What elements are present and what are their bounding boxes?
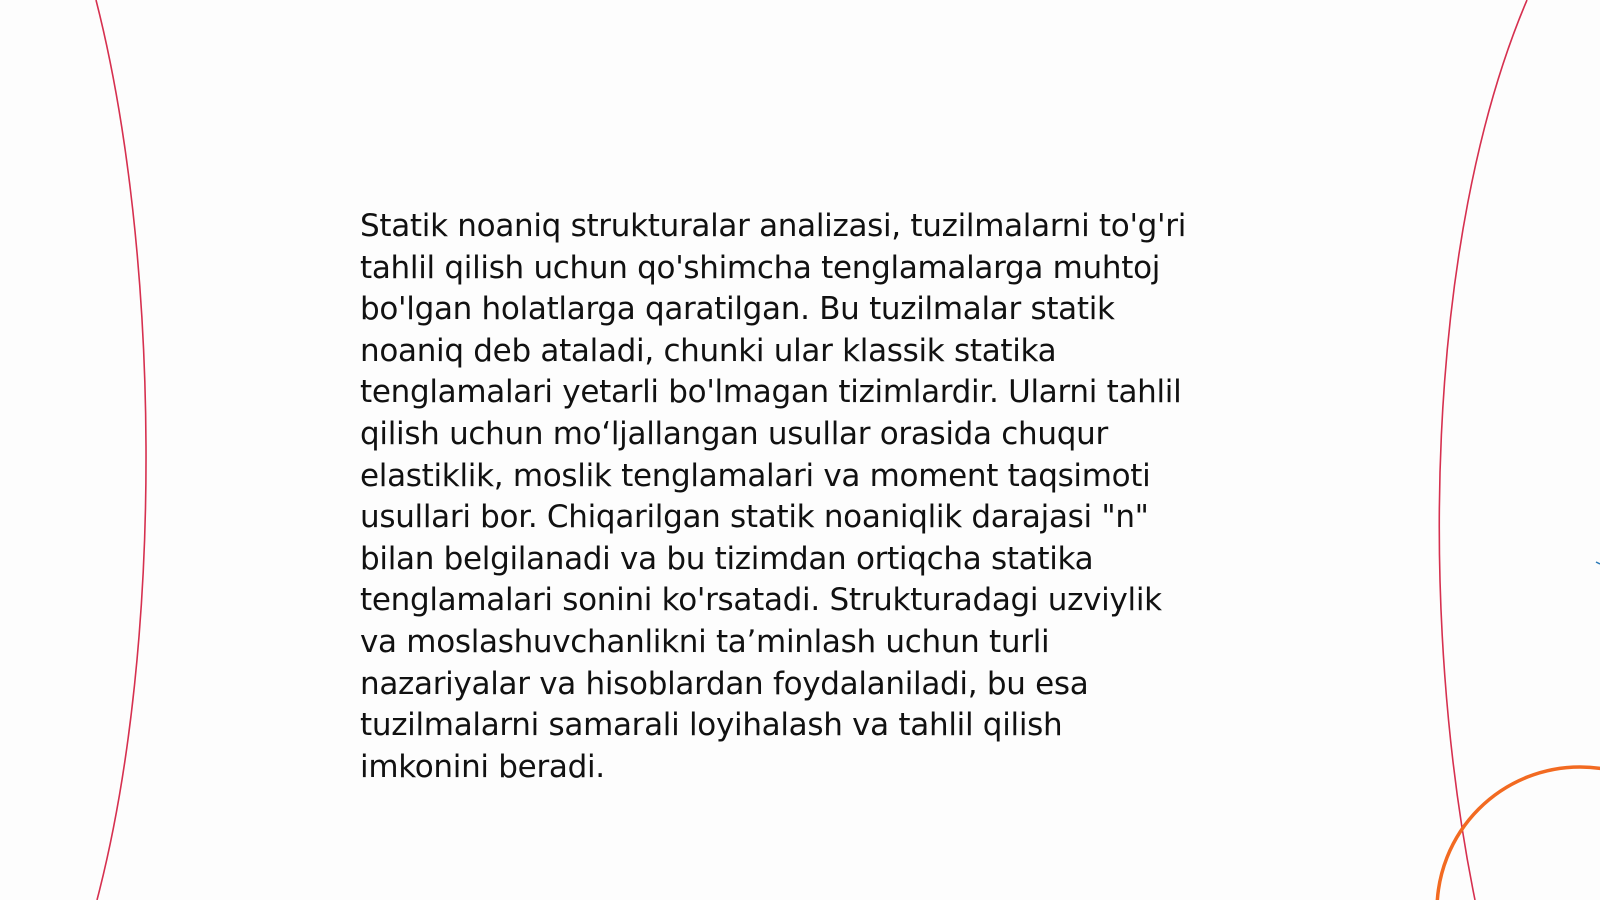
body-line: Statik noaniq strukturalar analizasi, tuzilmalarni to'g'ri: [360, 208, 1187, 244]
right-arc-line: [1439, 0, 1527, 900]
body-line: imkonini beradi.: [360, 748, 605, 785]
right-edge-tick: [1596, 562, 1600, 564]
slide-body-text: [360, 206, 1250, 788]
body-line: noaniq deb ataladi, chunki ular klassik statika: [360, 332, 1057, 369]
body-line: tenglamalari yetarli bo'lmagan tizimlardir. Ularni tahlil: [360, 374, 1182, 411]
body-line: tenglamalari sonini ko'rsatadi. Strukturadagi uzviylik: [360, 582, 1162, 619]
body-line: bilan belgilanadi va bu tizimdan ortiqcha statika: [360, 540, 1094, 577]
body-line: nazariyalar va hisoblardan foydalaniladi, bu esa: [360, 665, 1089, 702]
body-line: va moslashuvchanlikni ta’minlash uchun turli: [360, 623, 1050, 660]
body-line: elastiklik, moslik tenglamalari va moment taqsimoti: [360, 457, 1151, 494]
body-line: usullari bor. Chiqarilgan statik noaniqlik darajasi "n": [360, 499, 1149, 536]
left-arc-line: [96, 0, 146, 900]
body-line: tuzilmalarni samarali loyihalash va tahlil qilish: [360, 707, 1063, 744]
orange-circle-outline: [1437, 767, 1600, 900]
body-line: bo'lgan holatlarga qaratilgan. Bu tuzilmalar statik: [360, 291, 1115, 328]
body-line: tahlil qilish uchun qo'shimcha tenglamalarga muhtoj: [360, 249, 1161, 286]
body-line: qilish uchun mo‘ljallangan usullar orasida chuqur: [360, 415, 1108, 452]
